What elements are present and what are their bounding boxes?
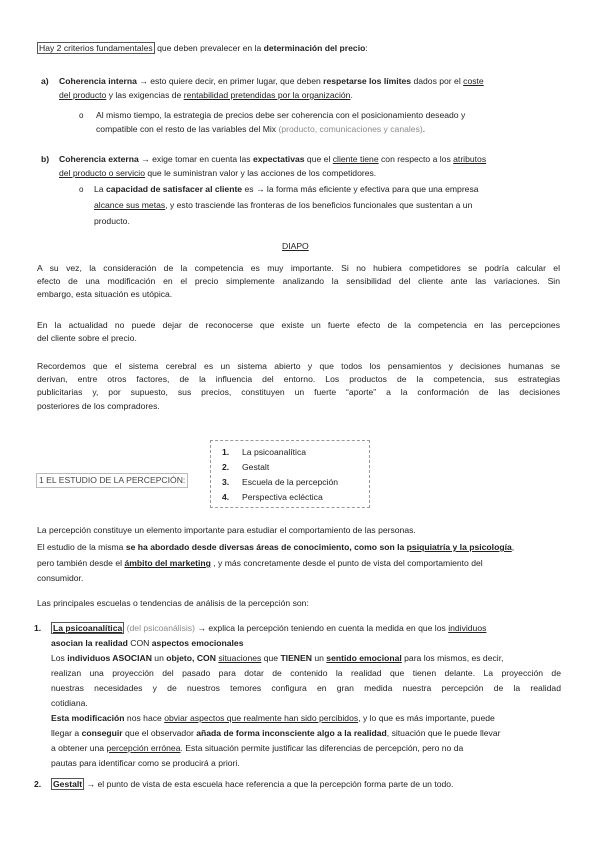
item-b-line2 [59,167,376,180]
para5-b: se ha abordado desde diversas áreas de conocimiento, como son la [125,542,407,552]
para-competencia [37,262,560,302]
school1-l3h: TIENEN [280,653,312,663]
item-b-u2: atributos [453,154,487,164]
school1-line8 [51,727,561,742]
item-a-text2: dados por el [411,76,464,86]
schools-list-item [222,446,338,461]
para-actualidad [37,319,560,345]
school1-l2b: CON [127,638,152,648]
school1-line6: cotidiana. [51,698,88,708]
item-b-sub3: producto. [94,216,130,226]
school2-num: 2. [34,779,42,789]
item-b-text: → exige tomar en cuenta las [138,154,253,164]
school1-l7b: nos hace [124,713,165,723]
list-text: La psicoanalítica [242,447,307,457]
school1-line3 [51,652,561,667]
school1-l3a: Los [51,653,68,663]
school1-l8d: añada de forma inconsciente algo a la realidad [196,728,387,738]
item-b-line1 [59,153,559,166]
item-a-sub2-end: . [422,124,426,134]
para2-line: del cliente sobre el precio. [37,333,137,344]
para2-line: En la actualidad no puede dejar de reconocerse que existe un fuerte efecto de la competencia en las percepciones [37,320,560,330]
item-b-letter: b) [41,154,50,164]
item-b-sub1c: es → la forma más eficiente y efectiva para que una empresa [242,184,479,194]
schools-list-item [222,491,338,506]
school1-l3f: situaciones [218,653,262,663]
para3-line: posteriores de los compradores. [37,400,160,411]
para5-l2c: , y más concretamente desde el punto de vista del comportamiento del [210,558,483,568]
school1-line2 [51,637,561,652]
item-a-l2-text: y las exigencias de [106,90,184,100]
school1-l2c: aspectos emocionales [151,638,244,648]
list-num: 2. [222,462,230,472]
para-sistema [37,360,560,413]
para5-c: psiquiatría y la psicología [406,542,512,552]
item-a-underline: coste [463,76,484,86]
school1-l7a: Esta modificación [51,713,125,723]
school1-num: 1. [34,623,42,633]
para5-a: El estudio de la misma [37,542,126,552]
intro-highlight: Hay 2 criterios fundamentales [39,43,153,53]
school1-l3d: objeto, CON [166,653,216,663]
item-b-bullet: o [79,185,84,194]
section-heading [36,473,188,488]
para-estudio-l1 [37,541,560,554]
para5-l2a: pero también desde el [37,558,125,568]
schools-list [222,446,338,506]
item-a-bullet: o [79,111,84,120]
intro-bold: determinación del precio [263,43,366,53]
school1-l9c: . Esta situación permite justificar las diferencias de percepción, pero no da [180,743,464,753]
item-a-line2 [59,89,353,102]
school1-block [51,622,561,772]
item-a-bold: respetarse los límites [323,76,412,86]
school1-l8b: conseguir [81,728,123,738]
item-b-sub2 [94,199,472,212]
school1-line4: realizan una proyección del pasado para dotar de contenido la realidad que tienen delante. La proyección de [51,668,561,678]
item-b-text2: que el [304,154,333,164]
school1-l3c: un [151,653,167,663]
school1-gray: (del psicoanálisis) [124,623,195,633]
item-a-letter: a) [41,76,49,86]
item-a-sub1: Al mismo tiempo, la estrategia de precios debe ser coherencia con el posicionamiento deseado y [96,110,466,120]
section-heading-text: 1 EL ESTUDIO DE LA PERCEPCIÓN: [39,475,186,485]
item-a-line1 [59,75,559,88]
schools-list-item [222,461,338,476]
item-b-sub2b: , y esto trasciende las fronteras de los beneficios funcionales que sustentan a un [165,200,473,210]
para-estudio-l3: consumidor. [37,573,84,583]
item-b-sub1a: La [94,184,106,194]
school1-l1b: individuos [448,623,487,633]
para3-line: Recordemos que el sistema cerebral es un sistema abierto y que todos los pensamientos y decisiones humanas se [37,361,560,371]
school1-line5: nuestras necesidades y de nuestros temores configura en gran medida nuestra percepción de la realidad [51,683,561,693]
item-a-l2-end: . [350,90,353,100]
school1-l3b: individuos ASOCIAN [67,653,152,663]
list-num: 4. [222,492,230,502]
school1-l3k: para los mismos, es decir, [401,653,504,663]
school1-title: La psicoanalítica [53,623,123,633]
item-b-sub1 [94,183,560,196]
school1-line10: pautas para identificar como se producirá a priori. [51,758,240,768]
school1-l9b: percepción errónea [106,743,181,753]
para5-d: , [511,542,515,552]
item-a-sub2 [96,123,425,136]
school1-l2a: asocian la realidad [51,638,128,648]
item-b-text3: con respecto a los [378,154,454,164]
intro-end: : [365,43,368,53]
school1-l3j: sentido emocional [326,653,402,663]
intro-text: que deben prevalecer en la [154,43,264,53]
item-a-u1: del producto [59,90,107,100]
para-escuelas: Las principales escuelas o tendencias de análisis de la percepción son: [37,598,309,608]
intro-line [37,42,368,55]
schools-list-item [222,476,338,491]
list-num: 1. [222,447,230,457]
list-text: Gestalt [242,462,270,472]
para-percepcion: La percepción constituye un elemento importante para estudiar el comportamiento de las personas. [37,525,416,535]
school1-l7d: , y lo que es más importante, puede [358,713,495,723]
para1-line: efecto de una modificación en el precio simplemente analizando la sensibilidad del cliente ante las variaciones. Sin [37,276,560,287]
school1-l9a: a obtener una [51,743,107,753]
diapo-link[interactable]: DIAPO [282,241,309,251]
item-a-title: Coherencia interna [59,76,137,86]
item-a-sub2-gray: (producto, comunicaciones y canales) [278,124,423,134]
item-a-sub2-text: compatible con el resto de las variables del Mix [96,124,279,134]
para3-line: publicitarias y, por supuesto, sus precios, constituyen un fuerte “aporte” a la conformación de las decisiones [37,387,560,398]
school1-l3i: un [311,653,327,663]
school2-rest: → el punto de vista de esta escuela hace referencia a que la percepción forma parte de un todo. [84,779,454,789]
item-b-sub2a: alcance sus metas [94,200,166,210]
list-num: 3. [222,477,230,487]
school1-l8a: llegar a [51,728,82,738]
item-b-sub1b: capacidad de satisfacer al cliente [105,184,243,194]
school2-title: Gestalt [53,779,83,789]
list-text: Perspectiva ecléctica [242,492,323,502]
item-b-l2-u: del producto o servicio [59,168,145,178]
para1-line: embargo, esta situación es utópica. [37,289,173,300]
school1-l1a: → explica la percepción teniendo en cuenta la medida en que los [194,623,449,633]
item-b-l2-text: que le suministran valor y las acciones de los competidores. [144,168,377,178]
school1-l8e: , situación que le puede llevar [386,728,501,738]
item-b-u1: cliente tiene [332,154,379,164]
para-estudio-l2 [37,557,483,570]
para1-line: A su vez, la consideración de la competencia es muy importante. Si no hubiera competidores se podría calcular el [37,263,560,273]
item-b-bold: expectativas [252,154,305,164]
item-a-u2: rentabilidad pretendidas por la organización [183,90,351,100]
para3-line: derivan, entre otros factores, de la influencia del entorno. Los productos de la competencia, sus estrategias [37,374,560,385]
school1-line7 [51,712,561,727]
school1-line9 [51,742,561,757]
list-text: Escuela de la percepción [242,477,339,487]
school1-l3g: que [261,653,281,663]
para5-l2b: ámbito del marketing [124,558,211,568]
school1-l7c: obviar aspectos que realmente han sido percibidos [164,713,359,723]
school1-line1 [51,622,561,637]
item-a-text: → esto quiere decir, en primer lugar, que deben [136,76,324,86]
school1-l8c: que el observador [122,728,197,738]
school2-line [51,778,453,791]
item-b-title: Coherencia externa [59,154,139,164]
